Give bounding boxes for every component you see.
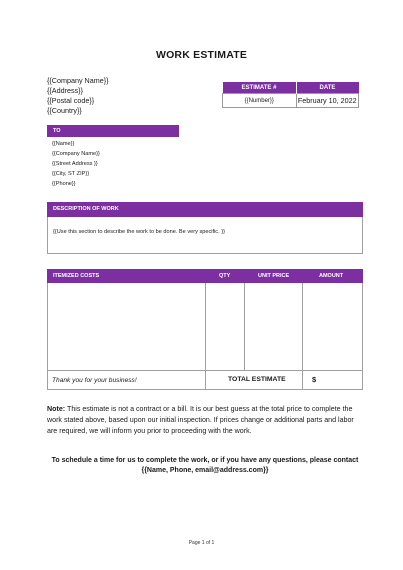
contact-line-2: {{Name, Phone, email@address.com}} bbox=[141, 467, 269, 474]
description-text[interactable]: {{Use this section to describe the work to be done. Be very specific. }} bbox=[53, 229, 225, 235]
note-paragraph bbox=[47, 404, 359, 437]
note-text: This estimate is not a contract or a bill. It is our best guess at the total price to complete the work stated above, based upon our initial inspection. If prices change or additional parts and labor are required, we will inform you prior to proceeding with the work. bbox=[47, 405, 354, 435]
total-row-divider bbox=[47, 370, 363, 371]
total-estimate-value[interactable]: $ bbox=[312, 375, 317, 384]
date-header: DATE bbox=[296, 82, 359, 94]
to-company-name: {{Company Name}} bbox=[52, 151, 100, 157]
column-divider-unit-price bbox=[244, 283, 245, 370]
total-estimate-label: TOTAL ESTIMATE bbox=[228, 376, 286, 383]
column-divider-qty bbox=[205, 283, 206, 390]
to-header: TO bbox=[47, 125, 179, 137]
from-company-name: {{Company Name}} bbox=[47, 76, 109, 85]
to-city-state-zip: {{City, ST ZIP}} bbox=[52, 171, 90, 177]
contact-line-1: To schedule a time for us to complete the work, or if you have any questions, please contact bbox=[51, 457, 359, 464]
note-label: Note: bbox=[47, 405, 66, 413]
page-number: Page 1 of 1 bbox=[188, 540, 215, 546]
itemized-costs-header: ITEMIZED COSTS bbox=[53, 273, 100, 279]
from-country: {{Country}} bbox=[47, 106, 82, 115]
date-value: February 10, 2022 bbox=[296, 94, 359, 108]
contact-paragraph bbox=[47, 456, 363, 476]
to-phone: {{Phone}} bbox=[52, 181, 76, 187]
to-street-address: {{Street Address }} bbox=[52, 161, 98, 167]
costs-header-row bbox=[47, 269, 363, 283]
description-header: DESCRIPTION OF WORK bbox=[47, 202, 363, 217]
unit-price-header: UNIT PRICE bbox=[258, 273, 290, 279]
qty-header: QTY bbox=[219, 273, 231, 279]
document-title: WORK ESTIMATE bbox=[155, 49, 248, 61]
amount-header: AMOUNT bbox=[319, 273, 344, 279]
from-postal-code: {{Postal code}} bbox=[47, 96, 95, 105]
to-name: {{Name}} bbox=[52, 141, 75, 147]
estimate-table bbox=[222, 82, 359, 108]
from-address: {{Address}} bbox=[47, 86, 83, 95]
thank-you-text: Thank you for your business! bbox=[52, 377, 137, 384]
estimate-number-value: {{Number}} bbox=[223, 94, 297, 108]
column-divider-amount bbox=[302, 283, 303, 390]
estimate-number-header: ESTIMATE # bbox=[223, 82, 297, 94]
